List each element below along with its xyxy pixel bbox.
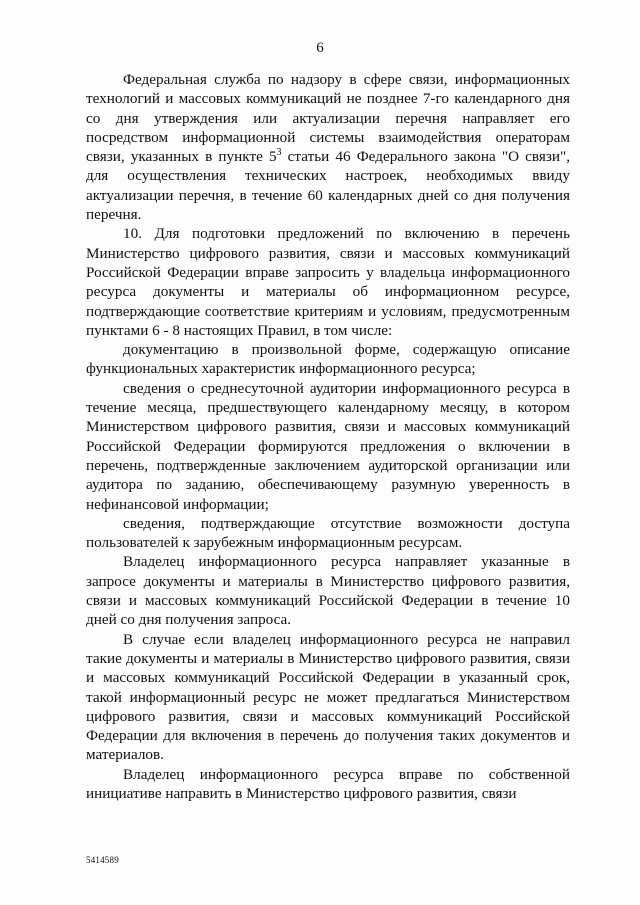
paragraph-documentation: документацию в произвольной форме, содержащую описание функциональных характеристик информационного ресурса; <box>86 341 570 378</box>
paragraph-notification-text-a: Федеральная служба по надзору в сфере связи, информационных технологий и массовых коммуникаций не позднее 7-го календарного дня со дня утверждения или актуализации перечня направляет его посредством информационной системы взаимодействия операторам связи, указанных в пункте 5 <box>86 71 570 166</box>
paragraph-own-initiative: Владелец информационного ресурса вправе по собственной инициативе направить в Министерство цифрового развития, связи <box>86 765 570 802</box>
paragraph-item-10: 10. Для подготовки предложений по включению в перечень Министерство цифрового развития, связи и массовых коммуникаций Российской Федерации вправе запросить у владельца информационного ресурса документы и материалы об информационном ресурсе, подтверждающие соответствие критериям и условиям, предусмотренным пунктами 6 - 8 настоящих Правил, в том числе: <box>86 225 570 339</box>
paragraph-audience: сведения о среднесуточной аудитории информационного ресурса в течение месяца, предшествующего календарному месяцу, в котором Министерством цифрового развития, связи и массовых коммуникаций Российской Федерации формируются предложения о включении в перечень, подтвержденные заключением аудиторской организации или аудитора по заданию, обеспечивающему разумную уверенность в нефинансовой информации; <box>86 379 570 513</box>
superscript-index: 3 <box>276 147 282 159</box>
paragraph-access: сведения, подтверждающие отсутствие возможности доступа пользователей к зарубежным информационным ресурсам. <box>86 514 570 552</box>
document-body <box>86 70 570 803</box>
paragraph-not-sent: В случае если владелец информационного ресурса не направил такие документы и материалы в Министерство цифрового развития, связи и массовых коммуникаций Российской Федерации в указанный срок, такой информационный ресурс не может предлагаться Министерством цифрового развития, связи и массовых коммуникаций Российской Федерации для включения в перечень до получения таких документов и материалов. <box>86 630 570 764</box>
paragraph-owner-sends: Владелец информационного ресурса направляет указанные в запросе документы и материалы в Министерство цифрового развития, связи и массовых коммуникаций Российской Федерации в течение 10 дней со дня получения запроса. <box>86 553 570 629</box>
page-number: 6 <box>316 40 324 56</box>
paragraph-notification <box>86 70 570 224</box>
paragraph-notification-text-b: статьи 46 Федерального закона "О связи", для осуществления технических настроек, необходимых ввиду актуализации перечня, в течение 60 календарных дней со дня получения перечня. <box>86 148 570 224</box>
document-code: 5414589 <box>86 855 119 865</box>
